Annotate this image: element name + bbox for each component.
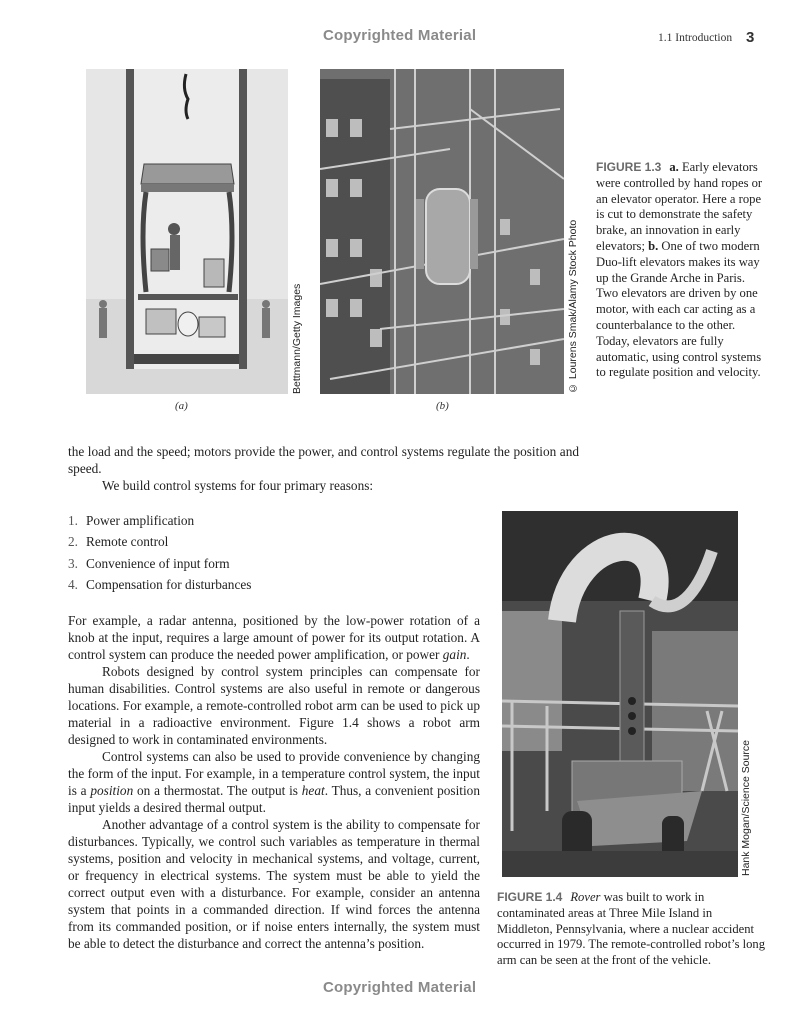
- caption-text: was built to work in contaminated areas at Three Mile Island in Middleton, Pennsylvania, where a nuclear accident occurred in 1979. The remote-controlled robot’s long arm can be seen at the front of the vehicle.: [497, 890, 766, 968]
- figure-1-3a-image: [86, 69, 288, 394]
- page-number: 3: [746, 29, 755, 46]
- figure-1-3-label: FIGURE 1.3: [596, 160, 662, 174]
- list-item: 1. Power amplification: [68, 513, 195, 528]
- figure-1-3b-sublabel: (b): [436, 400, 449, 412]
- figure-1-3a-sublabel: (a): [175, 400, 188, 412]
- elevator-engraving-illustration: [86, 69, 288, 394]
- reasons-list: [68, 510, 468, 595]
- body-text-top: [68, 443, 579, 494]
- list-item: 3. Convenience of input form: [68, 555, 230, 571]
- running-head: 1.1 Introduction: [658, 32, 733, 44]
- caption-rover: Rover: [570, 890, 601, 904]
- caption-part-a-text: Early elevators were controlled by hand ropes or an elevator operator. Here a rope is cut to demonstrate the safety brake, an innovation in early elevators;: [596, 160, 763, 253]
- paragraph-reasons-intro: We build control systems for four primary reasons:: [102, 478, 374, 493]
- duo-lift-elevator-photo: [320, 69, 564, 394]
- paragraph-continued: the load and the speed; motors provide the power, and control systems regulate the position and speed.: [68, 444, 579, 476]
- paragraph-robots: Robots designed by control system principles can compensate for human disabilities. Control systems are also useful in remote or dangerous locations. For example, a remote-controlled robot arm can be used to pick up material in a radioactive environment. Figure 1.4 shows a robot arm designed to work in contaminated environments.: [68, 664, 480, 747]
- copyright-watermark-bottom: Copyrighted Material: [323, 979, 477, 996]
- caption-part-b-marker: b.: [648, 238, 659, 253]
- figure-1-3b-image: [320, 69, 564, 394]
- copyright-watermark-top: Copyrighted Material: [323, 27, 477, 44]
- figure-1-4-caption: [497, 890, 769, 969]
- paragraph-radar: For example, a radar antenna, positioned by the low-power rotation of a knob at the input, requires a large amount of power for its output rotation. A control system can produce the needed power amplification, or power gain.: [68, 613, 480, 662]
- list-item: 2. Remote control: [68, 534, 169, 550]
- rover-robot-photo: [502, 511, 738, 877]
- figure-1-3b-credit: © Lourens Smak/Alamy Stock Photo: [567, 219, 579, 394]
- figure-1-4-label: FIGURE 1.4: [497, 890, 563, 904]
- list-item: 4. Compensation for disturbances: [68, 576, 252, 592]
- body-text-column: [68, 612, 480, 952]
- paragraph-disturbances: Another advantage of a control system is the ability to compensate for disturbances. Typically, we control such variables as temperature in thermal systems, position and velocity in mechanical systems, and voltage, current, or frequency in electrical systems. The system must be able to yield the correct output even with a disturbance. For example, consider an antenna system that points in a commanded direction. If wind forces the antenna from its commanded position, or if noise enters internally, the system must be able to detect the disturbance and correct the antenna’s position.: [68, 817, 480, 951]
- figure-1-3a-credit: Bettmann/Getty Images: [291, 283, 303, 394]
- figure-1-4-image: [502, 511, 738, 877]
- caption-part-b-text: One of two modern Duo-lift elevators makes its way up the Grande Arche in Paris. Two elevators are driven by one motor, with each car acting as a counterbalance to the other. Today, elevators are fully automatic, using control systems to regulate position and velocity.: [596, 238, 762, 380]
- figure-1-4-credit: Hank Mogan/Science Source: [740, 740, 752, 876]
- paragraph-convenience: Control systems can also be used to provide convenience by changing the form of the input. For example, in a temperature control system, the input is a position on a thermostat. The output is heat. Thus, a convenient position input yields a desired thermal output.: [68, 749, 480, 815]
- caption-part-a-marker: a.: [669, 160, 679, 174]
- figure-1-3-caption: [596, 160, 764, 381]
